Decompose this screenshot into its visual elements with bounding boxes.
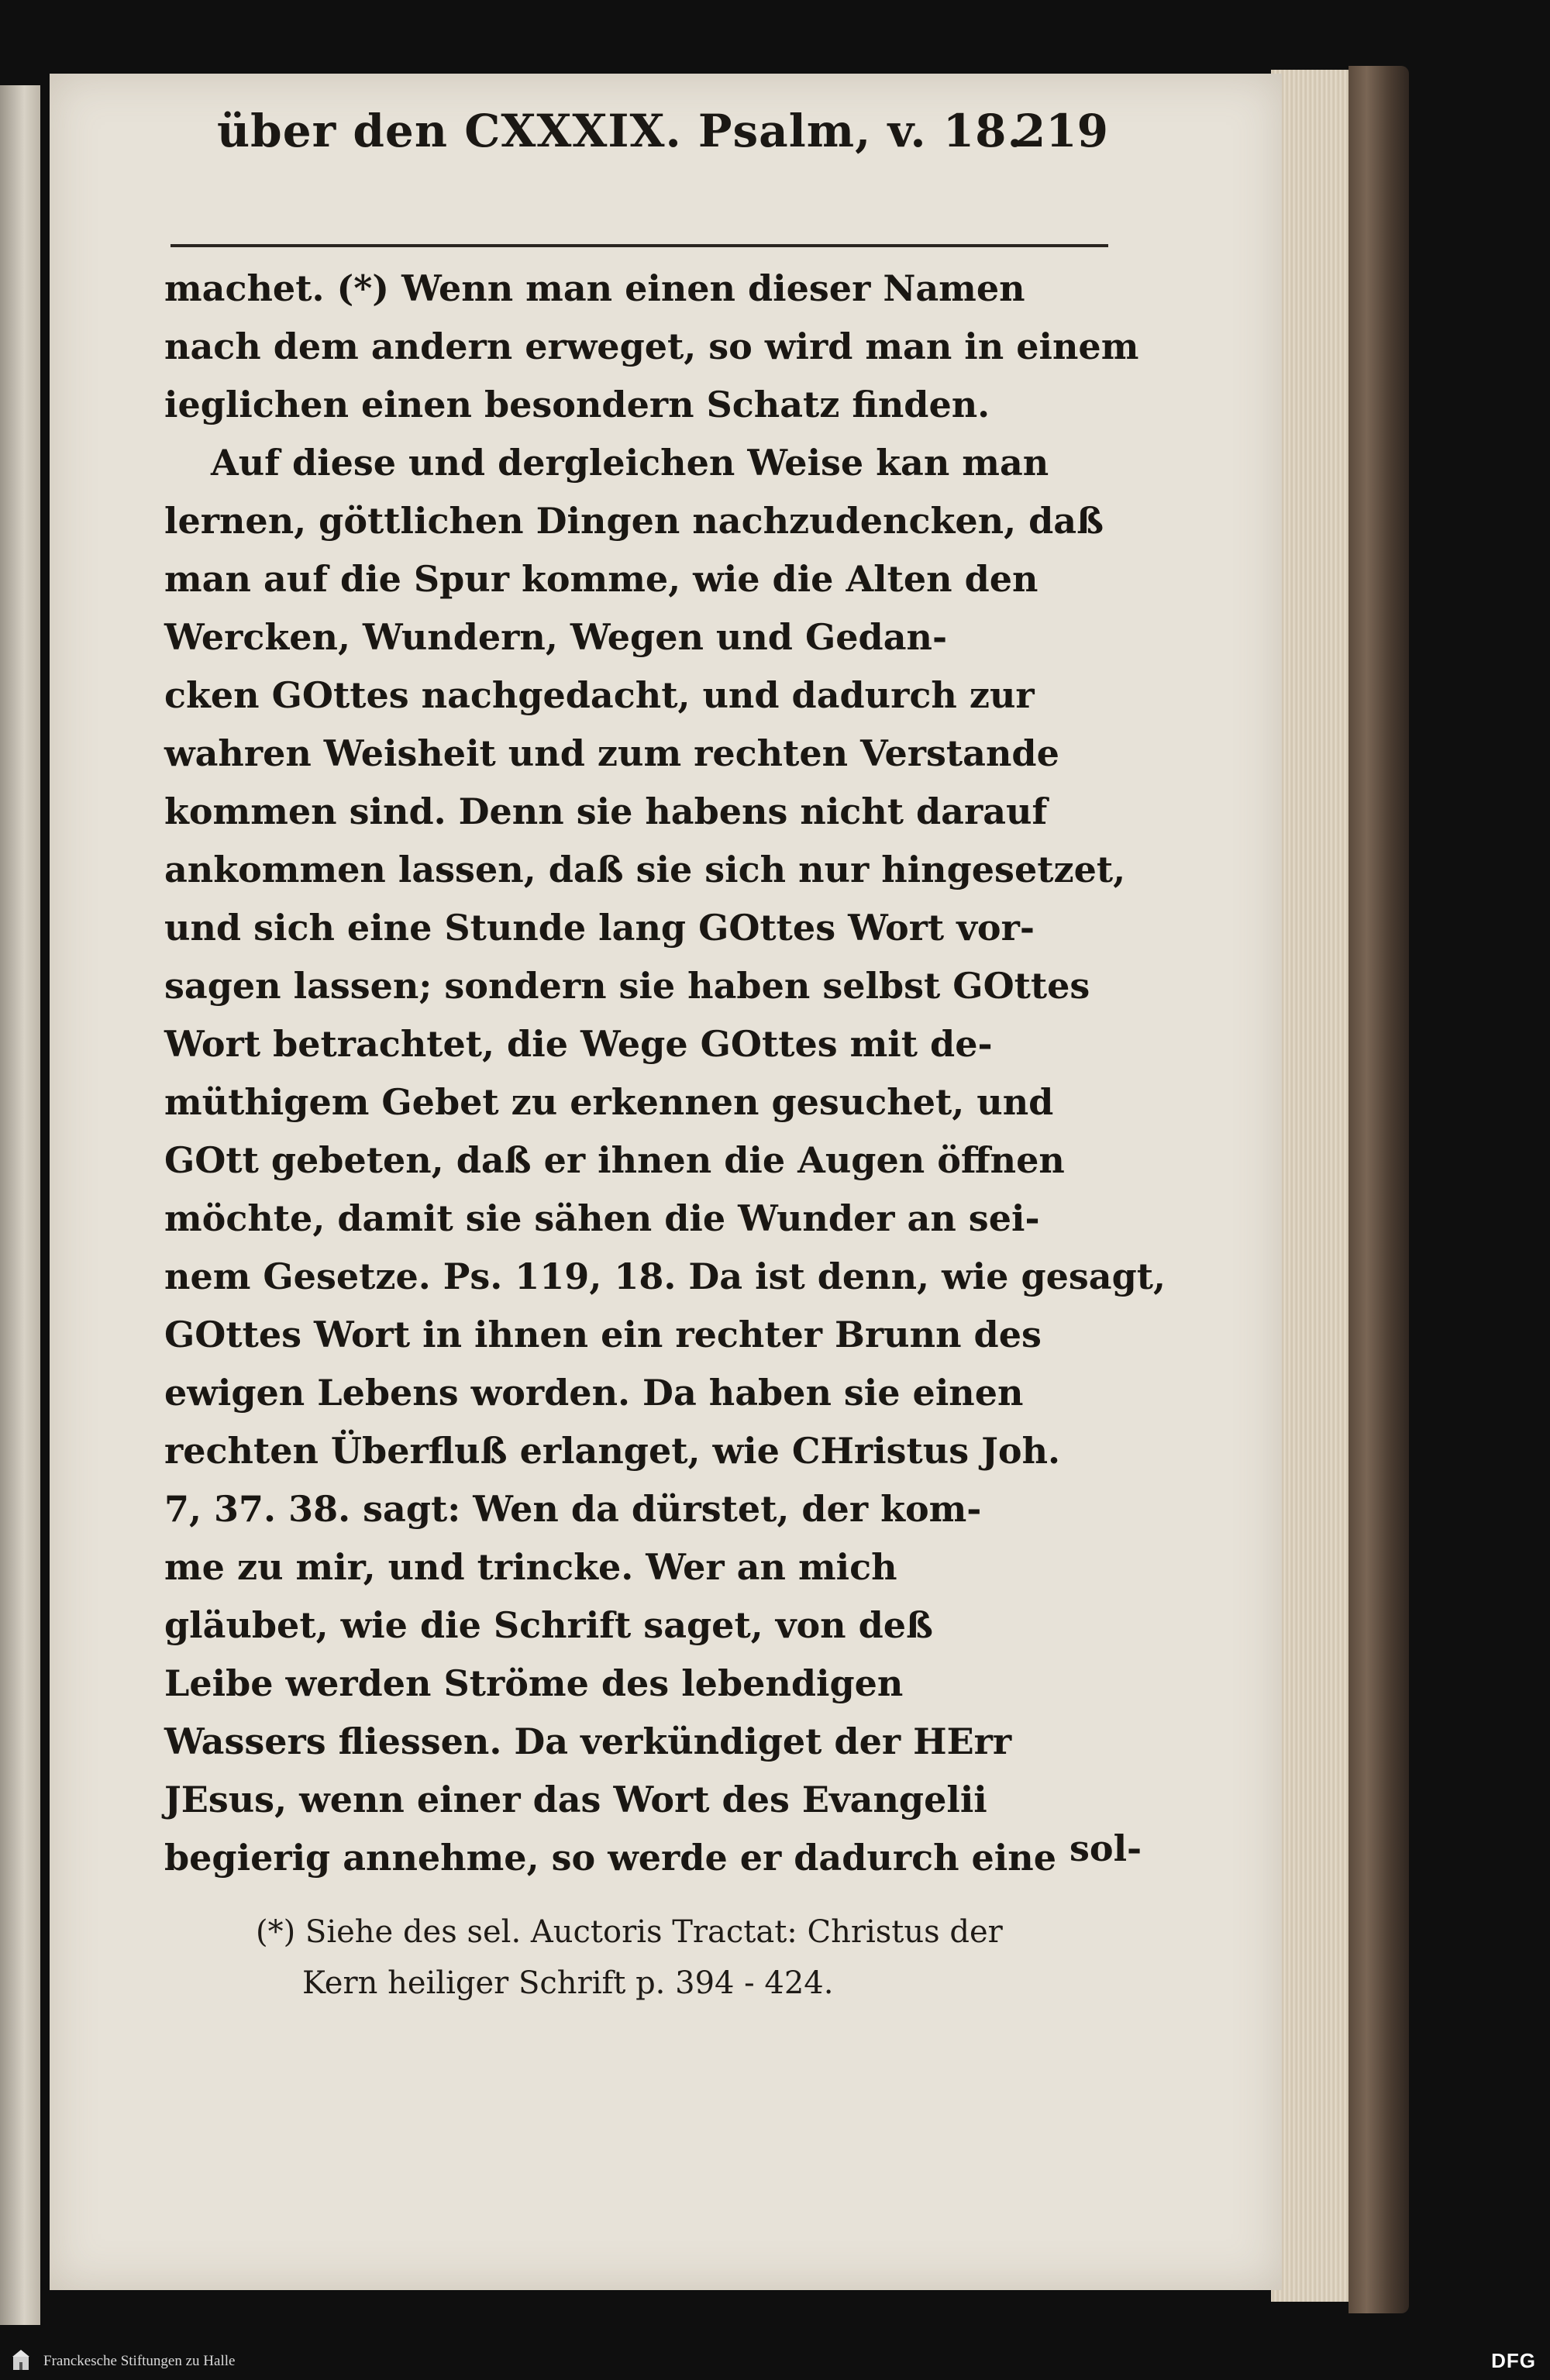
- page-block-edges: [1271, 70, 1356, 2302]
- text-line: ankommen lassen, daß sie sich nur hingesetzet,: [164, 849, 1126, 890]
- dfg-logo: DFG: [1491, 2349, 1536, 2372]
- text-line: me zu mir, und trincke. Wer an mich: [164, 1546, 897, 1588]
- text-line: 7, 37. 38. sagt: Wen da dürstet, der kom-: [164, 1488, 982, 1530]
- text-line: cken GOttes nachgedacht, und dadurch zur: [164, 674, 1035, 716]
- page-header: [170, 105, 1108, 167]
- footnote-line: (*) Siehe des sel. Auctoris Tractat: Christus der: [256, 1914, 1003, 1950]
- text-line: sagen lassen; sondern sie haben selbst GOttes: [164, 965, 1090, 1007]
- footnote: [256, 1906, 1186, 2009]
- text-line: Wercken, Wundern, Wegen und Gedan-: [164, 616, 948, 658]
- text-line: nem Gesetze. Ps. 119, 18. Da ist denn, wie gesagt,: [164, 1255, 1166, 1297]
- text-line: wahren Weisheit und zum rechten Verstande: [164, 732, 1059, 774]
- footnote-line: Kern heiliger Schrift p. 394 - 424.: [302, 1965, 834, 2001]
- text-line: ieglichen einen besondern Schatz finden.: [164, 384, 990, 425]
- adjacent-page-edge: [0, 85, 40, 2325]
- text-line: kommen sind. Denn sie habens nicht darauf: [164, 790, 1048, 832]
- text-line: JEsus, wenn einer das Wort des Evangelii: [164, 1779, 987, 1820]
- page-number: 219: [1014, 105, 1108, 157]
- text-line: nach dem andern erweget, so wird man in einem: [164, 325, 1139, 367]
- text-line: man auf die Spur komme, wie die Alten den: [164, 558, 1038, 600]
- text-line: Wort betrachtet, die Wege GOttes mit de-: [164, 1023, 993, 1065]
- text-line: Auf diese und dergleichen Weise kan man: [211, 442, 1049, 484]
- text-line: begierig annehme, so werde er dadurch eine: [164, 1837, 1056, 1879]
- institution-logo-icon: [11, 2348, 31, 2373]
- book-cover: [1348, 66, 1409, 2313]
- text-line: ewigen Lebens worden. Da haben sie einen: [164, 1372, 1024, 1414]
- text-line: machet. (*) Wenn man einen dieser Namen: [164, 267, 1025, 309]
- catchword: sol-: [1070, 1827, 1142, 1869]
- institution-name: Franckesche Stiftungen zu Halle: [43, 2353, 236, 2369]
- running-head: über den CXXXIX. Psalm, v. 18.: [217, 105, 1024, 157]
- text-line: Leibe werden Ströme des lebendigen: [164, 1662, 904, 1704]
- text-line: Wassers fliessen. Da verkündiget der HErr: [164, 1720, 1012, 1762]
- header-rule: [170, 244, 1108, 247]
- body-text: [164, 260, 1166, 1887]
- text-line: gläubet, wie die Schrift saget, von deß: [164, 1604, 933, 1646]
- text-line: GOttes Wort in ihnen ein rechter Brunn des: [164, 1314, 1042, 1355]
- text-line: lernen, göttlichen Dingen nachzudencken, daß: [164, 500, 1104, 542]
- text-line: möchte, damit sie sähen die Wunder an sei-: [164, 1197, 1040, 1239]
- text-line: und sich eine Stunde lang GOttes Wort vor-: [164, 907, 1035, 949]
- text-line: müthigem Gebet zu erkennen gesuchet, und: [164, 1081, 1054, 1123]
- text-line: GOtt gebeten, daß er ihnen die Augen öffnen: [164, 1139, 1065, 1181]
- text-line: rechten Überfluß erlanget, wie CHristus Joh.: [164, 1430, 1061, 1472]
